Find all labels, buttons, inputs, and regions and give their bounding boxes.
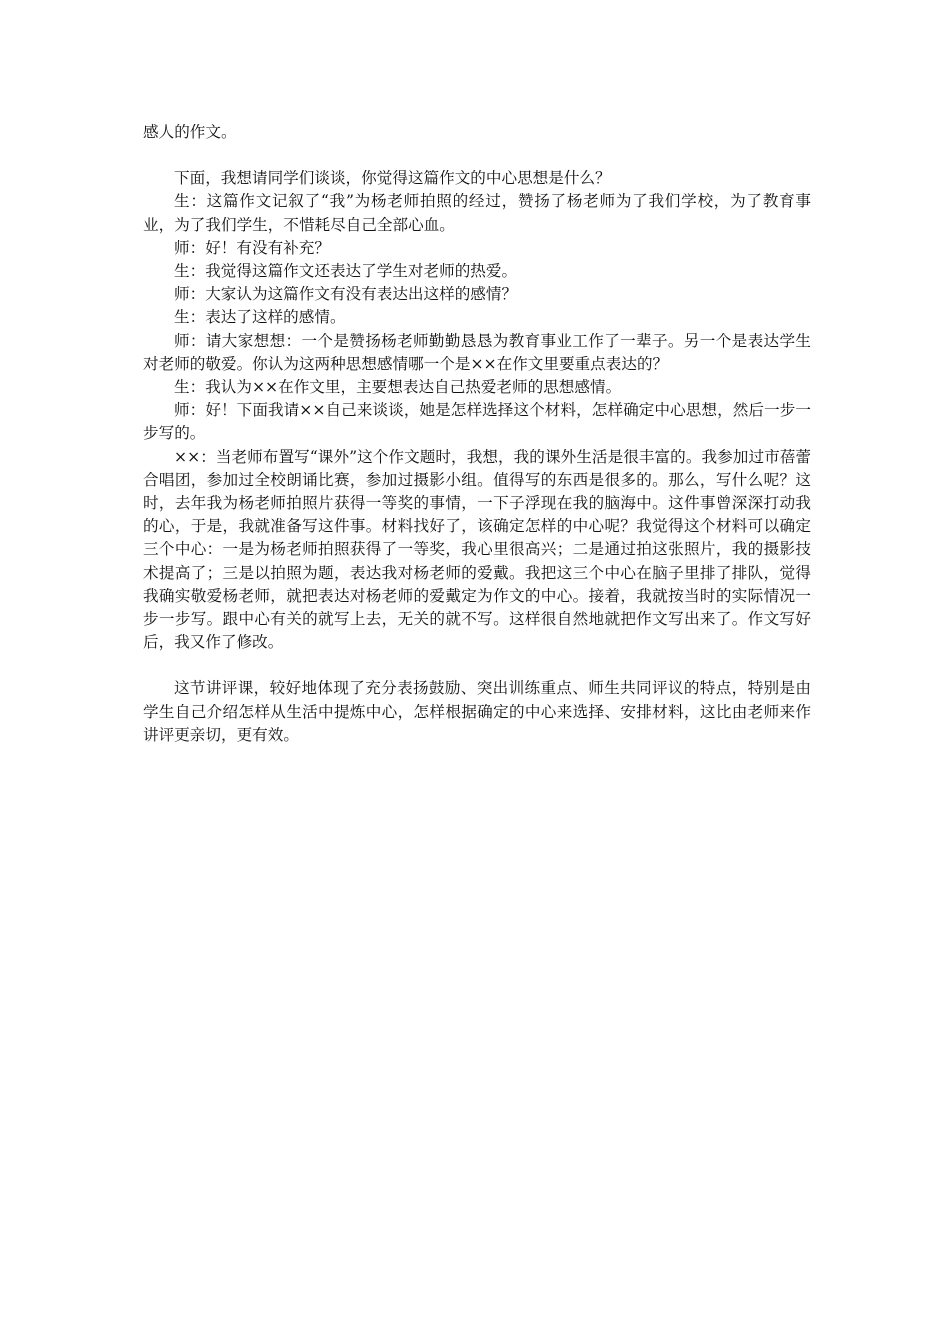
dialogue-student-3: 生：表达了这样的感情。 xyxy=(174,308,346,327)
paragraph-continuation: 感人的作文。 xyxy=(143,123,237,141)
dialogue-student-2: 生：我觉得这篇作文还表达了学生对老师的热爱。 xyxy=(174,262,518,281)
dialogue-teacher-2: 师：大家认为这篇作文有没有表达出这样的感情？ xyxy=(174,285,518,304)
dialogue-teacher-3: 师：请大家想想：一个是赞扬杨老师勤勤恳恳为教育事业工作了一辈子。另一个是表达学生对老师的敬爱。你认为这两种思想感情哪一个是××在作文里要重点表达的？ xyxy=(143,331,811,373)
dialogue-teacher-1: 师：好！有没有补充？ xyxy=(174,238,330,257)
paragraph-question-intro: 下面，我想请同学们谈谈，你觉得这篇作文的中心思想是什么？ xyxy=(174,169,611,188)
dialogue-teacher-4: 师：好！下面我请××自己来谈谈，她是怎样选择这个材料，怎样确定中心思想，然后一步一步写的。 xyxy=(143,401,811,443)
dialogue-student-4: 生：我认为××在作文里，主要想表达自己热爱老师的思想感情。 xyxy=(174,378,622,397)
document-body xyxy=(143,121,811,747)
dialogue-student-1: 生：这篇作文记叙了“我”为杨老师拍照的经过，赞扬了杨老师为了我们学校，为了教育事业，为了我们学生，不惜耗尽自己全部心血。 xyxy=(143,192,811,234)
dialogue-student-author: ××：当老师布置写“课外”这个作文题时，我想，我的课外生活是很丰富的。我参加过市蓓蕾合唱团，参加过全校朗诵比赛，参加过摄影小组。值得写的东西是很多的。那么，写什么呢？这时，去年我为杨老师拍照片获得一等奖的事情，一下子浮现在我的脑海中。这件事曾深深打动我的心，于是，我就准备写这件事。材料找好了，该确定怎样的中心呢？我觉得这个材料可以确定三个中心：一是为杨老师拍照获得了一等奖，我心里很高兴；二是通过拍这张照片，我的摄影技术提高了；三是以拍照为题，表达我对杨老师的爱戴。我把这三个中心在脑子里排了排队，觉得我确实敬爱杨老师，就把表达对杨老师的爱戴定为作文的中心。接着，我就按当时的实际情况一步一步写。跟中心有关的就写上去，无关的就不写。这样很自然地就把作文写出来了。作文写好后，我又作了修改。 xyxy=(143,447,811,652)
paragraph-summary: 这节讲评课，较好地体现了充分表扬鼓励、突出训练重点、师生共同评议的特点，特别是由学生自己介绍怎样从生活中提炼中心，怎样根据确定的中心来选择、安排材料，这比由老师来作讲评更亲切，更有效。 xyxy=(143,679,811,744)
